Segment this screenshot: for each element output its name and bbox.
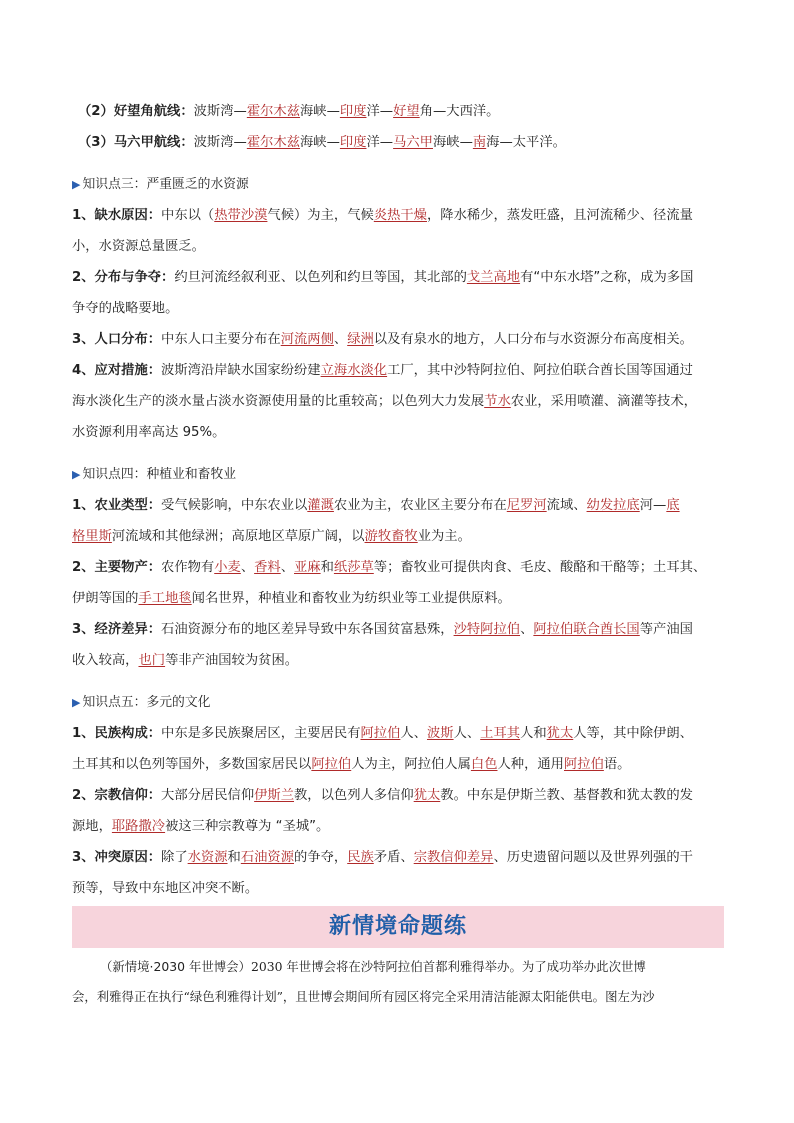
body-text: 、 [520,622,534,637]
body-text: 等非产油国较为贫困。 [165,653,299,668]
triangle-bullet-icon: ▶ [72,468,81,481]
body-text: 人为主，阿拉伯人属 [351,757,471,772]
body-text: 农业，采用喷灌、滴灌等技术， [510,394,697,409]
item-line [72,583,724,614]
section-banner [72,906,724,948]
answer-text: 底 [666,498,680,513]
answer-text: 南 [472,135,487,150]
answer-text: 小麦 [214,560,241,575]
body-text: 约旦河流经叙利亚、以色列和约旦等国，其北部的 [174,270,467,285]
body-text: 的争夺， [294,850,348,865]
body-text: 中东人口主要分布在 [161,332,281,347]
answer-text: 水资源 [187,850,228,865]
knowledge-point-heading [72,170,724,200]
body-text: 角—大西洋。 [419,104,500,119]
answer-text: 戈兰高地 [466,270,521,285]
answer-text: 霍尔木兹 [246,135,301,150]
knowledge-point-title: 知识点三：严重匮乏的水资源 [82,177,249,192]
triangle-bullet-icon: ▶ [72,696,81,709]
knowledge-point-heading [72,460,724,490]
body-text: 洋— [366,135,394,150]
triangle-bullet-icon: ▶ [72,178,81,191]
answer-text: 立海水淡化 [320,363,388,378]
body-text: 收入较高， [72,653,139,668]
body-text: 等；畜牧业可提供肉食、毛皮、酸酪和干酪等；土耳其、 [373,560,707,575]
body-text: 中东是多民族聚居区，主要居民有 [161,726,361,741]
answer-text: 河流两侧 [280,332,334,347]
answer-text: 阿拉伯 [563,757,604,772]
body-text: 源地， [72,819,112,834]
item-line [72,324,724,355]
body-text: 、 [240,560,255,575]
answer-text: 白色 [470,757,498,772]
knowledge-point-heading [72,688,724,718]
body-text: 受气候影响，中东农业以 [161,498,308,513]
body-text: 除了 [161,850,188,865]
answer-text: 香料 [254,560,281,575]
body-text: 气候）为主，气候 [267,208,374,223]
body-text: 闻名世界，种植业和畜牧业为纺织业等工业提供原料。 [191,591,511,606]
body-text: 人、 [453,726,481,741]
body-text: 海水淡化生产的淡水量占淡水资源使用量的比重较高；以色列大力发展 [72,394,485,409]
body-text: ，降水稀少，蒸发旺盛，且河流稀少、径流量 [426,208,693,223]
item-line [72,614,724,645]
item-label: 2、分布与争夺： [72,270,175,285]
item-line [72,355,724,386]
item-line [72,811,724,842]
knowledge-sections [72,170,724,904]
body-text: 流域、 [546,498,587,513]
item-line [72,645,724,676]
answer-text: 霍尔木兹 [246,104,301,119]
body-text: 争夺的战略要地。 [72,301,179,316]
body-text: 农业为主，农业区主要分布在 [333,498,507,513]
answer-text: 石油资源 [240,850,295,865]
body-text: 大部分居民信仰 [161,788,255,803]
answer-text: 尼罗河 [506,498,547,513]
answer-text: 热带沙漠 [214,208,268,223]
body-text: 伊朗等国的 [72,591,139,606]
banner-title: 新情境命题练 [328,914,467,939]
context-text: 2030 年世博会将在沙特阿拉伯首都利雅得举办。为了成功举办此次世博 [250,959,646,974]
item-line [72,490,724,521]
item-label: 3、冲突原因： [72,850,162,865]
answer-text: 炎热干燥 [373,208,427,223]
body-text: 石油资源分布的地区差异导致中东各国贫富悬殊， [161,622,454,637]
body-text: 人、 [400,726,427,741]
item-line [72,293,724,324]
answer-text: 印度 [339,104,367,119]
document-page [72,96,724,1012]
body-text: 波斯湾— [193,135,247,150]
body-text: 教，以色列人多信仰 [294,788,414,803]
body-text: 波斯湾— [193,104,247,119]
answer-text: 伊斯兰 [254,788,295,803]
answer-text: 阿拉伯联合酋长国 [533,622,640,637]
body-text: 业为主。 [417,529,471,544]
item-line [72,386,724,417]
item-line [72,417,724,448]
answer-text: 土耳其 [480,726,521,741]
item-line [72,200,724,231]
body-text: 、历史遗留问题以及世界列强的干 [493,850,693,865]
body-text: 海峡— [432,135,473,150]
answer-text: 耶路撒冷 [111,819,166,834]
route-label: （2）好望角航线： [78,104,194,119]
body-text: 海峡— [300,104,340,119]
body-text: 有“中东水塔”之称，成为多国 [520,270,694,285]
answer-text: 手工地毯 [138,591,192,606]
item-label: 1、民族构成： [72,726,162,741]
answer-text: 亚麻 [294,560,321,575]
body-text: 、 [333,332,348,347]
context-paragraph-line [72,952,724,982]
item-label: 2、主要物产： [72,560,162,575]
item-label: 4、应对措施： [72,363,162,378]
item-line [72,262,724,293]
item-line [72,842,724,873]
body-text: 人和 [520,726,547,741]
item-label: 3、人口分布： [72,332,162,347]
answer-text: 阿拉伯 [360,726,401,741]
item-line [72,749,724,780]
body-text: 被这三种宗教尊为 “圣城”。 [165,819,330,834]
context-text: 会，利雅得正在执行“绿色利雅得计划”，且世博会期间所有园区将完全采用清洁能源太阳能供电。图左为沙 [72,989,655,1004]
answer-text: 灌溉 [307,498,334,513]
answer-text: 纸莎草 [333,560,374,575]
body-text: 河— [639,498,667,513]
route-line [72,127,724,158]
body-text: 人种，通用 [497,757,564,772]
knowledge-point-title: 知识点五：多元的文化 [82,695,211,710]
item-label: 1、缺水原因： [72,208,162,223]
body-text: 土耳其和以色列等国外，多数国家居民以 [72,757,312,772]
body-text: 水资源利用率高达 95%。 [72,425,226,440]
answer-text: 马六甲 [393,135,433,150]
body-text: 教。中东是伊斯兰教、基督教和犹太教的发 [440,788,693,803]
body-text: 河流域和其他绿洲；高原地区草原广阔，以 [111,529,365,544]
answer-text: 印度 [339,135,367,150]
answer-text: 波斯 [426,726,454,741]
context-paragraph-line [72,982,724,1012]
knowledge-point-title: 知识点四：种植业和畜牧业 [82,467,237,482]
answer-text: 犹太 [546,726,574,741]
item-label: 3、经济差异： [72,622,162,637]
answer-text: 绿洲 [347,332,374,347]
body-text: 人等，其中除伊朗、 [573,726,693,741]
route-label: （3）马六甲航线： [78,135,194,150]
body-text: 和 [227,850,241,865]
item-line [72,873,724,904]
answer-text: 好望 [393,104,420,119]
shipping-routes [72,96,724,158]
answer-text: 沙特阿拉伯 [453,622,521,637]
body-text: 洋— [366,104,394,119]
body-text: 语。 [603,757,631,772]
answer-text: 幼发拉底 [586,498,640,513]
answer-text: 犹太 [413,788,441,803]
answer-text: 民族 [347,850,374,865]
item-label: 1、农业类型： [72,498,162,513]
answer-text: 节水 [484,394,511,409]
body-text: 等产油国 [639,622,693,637]
answer-text: 格里斯 [72,529,112,544]
answer-text: 也门 [138,653,166,668]
item-line [72,231,724,262]
route-line [72,96,724,127]
context-tag: （新情境·2030 年世博会） [100,959,251,974]
body-text: 工厂，其中沙特阿拉伯、阿拉伯联合酋长国等国通过 [387,363,693,378]
answer-text: 游牧畜牧 [364,529,418,544]
item-line [72,718,724,749]
item-line [72,780,724,811]
answer-text: 宗教信仰差异 [413,850,494,865]
body-text: 中东以（ [161,208,215,223]
body-text: 小，水资源总量匮乏。 [72,239,205,254]
item-line [72,521,724,552]
body-text: 农作物有 [161,560,215,575]
item-label: 2、宗教信仰： [72,788,162,803]
answer-text: 阿拉伯 [311,757,352,772]
body-text: 以及有泉水的地方，人口分布与水资源分布高度相关。 [373,332,693,347]
body-text: 海—太平洋。 [486,135,566,150]
body-text: 和 [320,560,334,575]
body-text: 、 [280,560,295,575]
body-text: 预等，导致中东地区冲突不断。 [72,881,259,896]
body-text: 波斯湾沿岸缺水国家纷纷建 [161,363,321,378]
body-text: 海峡— [300,135,340,150]
item-line [72,552,724,583]
body-text: 矛盾、 [373,850,414,865]
